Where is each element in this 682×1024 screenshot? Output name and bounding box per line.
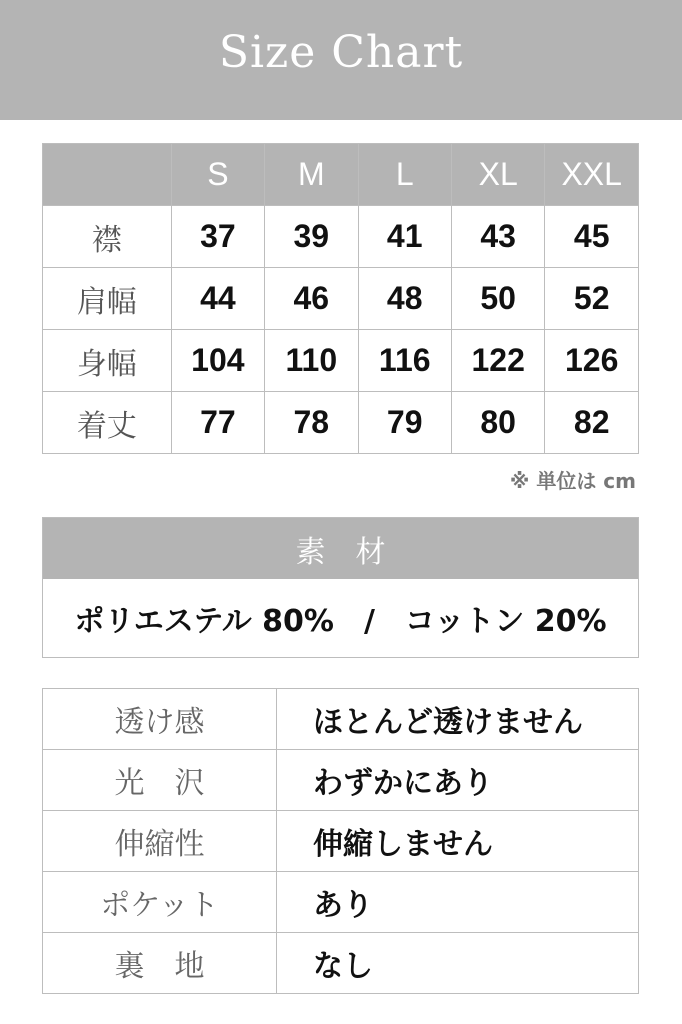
- unit-note: ※ 単位は cm: [509, 469, 636, 493]
- header-banner: [0, 0, 682, 120]
- size-header-xxl: XXL: [545, 144, 639, 206]
- feature-value: ほとんど透けません: [277, 689, 639, 750]
- material-box: [42, 517, 639, 658]
- size-table: [42, 143, 639, 454]
- size-value: 116: [358, 330, 451, 392]
- size-value: 104: [171, 330, 264, 392]
- features-table: [42, 688, 639, 994]
- size-value: 41: [358, 206, 451, 268]
- feature-label: 透け感: [43, 689, 277, 750]
- size-row-chest: [43, 330, 639, 392]
- size-value: 44: [171, 268, 264, 330]
- size-header-xl: XL: [451, 144, 544, 206]
- size-header-s: S: [171, 144, 264, 206]
- size-value: 77: [171, 392, 264, 454]
- size-header-row: [43, 144, 639, 206]
- size-value: 46: [265, 268, 358, 330]
- size-value: 37: [171, 206, 264, 268]
- size-value: 52: [545, 268, 639, 330]
- size-value: 43: [451, 206, 544, 268]
- size-row-shoulder: [43, 268, 639, 330]
- feature-label: 裏 地: [43, 933, 277, 994]
- row-label: 身幅: [43, 330, 172, 392]
- size-value: 80: [451, 392, 544, 454]
- feature-label: 伸縮性: [43, 811, 277, 872]
- size-value: 50: [451, 268, 544, 330]
- size-value: 79: [358, 392, 451, 454]
- size-header-corner: [43, 144, 172, 206]
- size-value: 39: [265, 206, 358, 268]
- feature-label: 光 沢: [43, 750, 277, 811]
- feature-row-stretch: [43, 811, 639, 872]
- feature-value: なし: [277, 933, 639, 994]
- material-composition: ポリエステル 80% / コットン 20%: [74, 604, 607, 639]
- row-label: 肩幅: [43, 268, 172, 330]
- size-value: 78: [265, 392, 358, 454]
- feature-row-sheerness: [43, 689, 639, 750]
- size-value: 82: [545, 392, 639, 454]
- feature-value: あり: [277, 872, 639, 933]
- size-value: 122: [451, 330, 544, 392]
- feature-value: わずかにあり: [277, 750, 639, 811]
- size-value: 126: [545, 330, 639, 392]
- feature-label: ポケット: [43, 872, 277, 933]
- size-value: 45: [545, 206, 639, 268]
- size-value: 110: [265, 330, 358, 392]
- size-header-m: M: [265, 144, 358, 206]
- feature-row-gloss: [43, 750, 639, 811]
- feature-row-lining: [43, 933, 639, 994]
- material-heading: 素材: [43, 518, 638, 579]
- row-label: 襟: [43, 206, 172, 268]
- size-value: 48: [358, 268, 451, 330]
- size-row-length: [43, 392, 639, 454]
- page-title: Size Chart: [218, 26, 464, 78]
- feature-value: 伸縮しません: [277, 811, 639, 872]
- feature-row-pocket: [43, 872, 639, 933]
- size-header-l: L: [358, 144, 451, 206]
- row-label: 着丈: [43, 392, 172, 454]
- size-row-collar: [43, 206, 639, 268]
